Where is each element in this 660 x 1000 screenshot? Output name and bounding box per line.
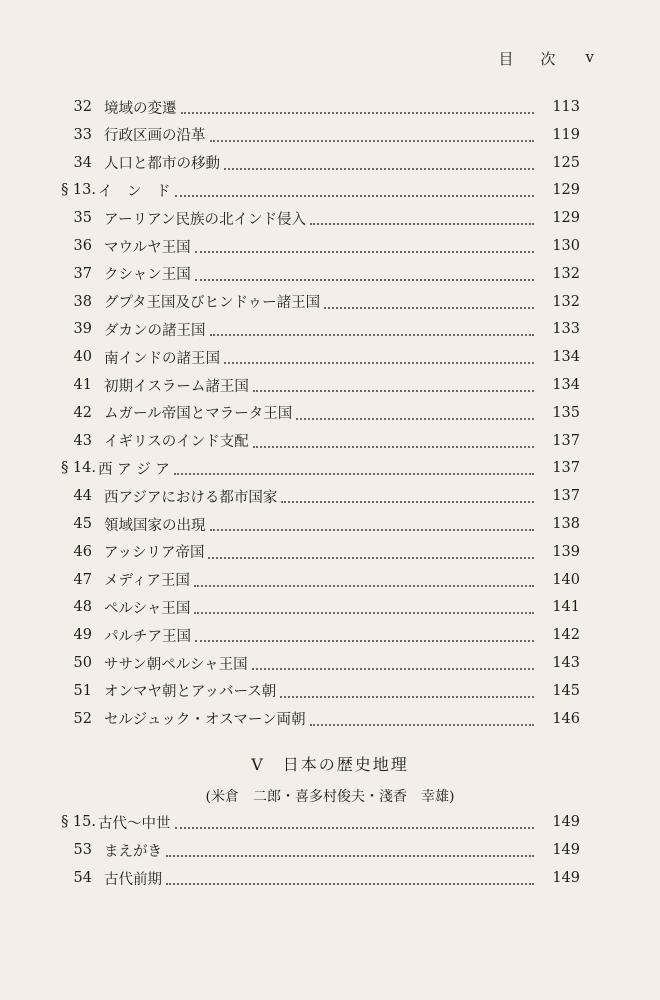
dot-leader <box>280 695 534 698</box>
dot-leader <box>253 389 534 392</box>
entry-number: 45 <box>73 516 92 532</box>
dot-leader <box>252 667 534 670</box>
entry-page-number: 113 <box>552 99 580 115</box>
entry-number: 53 <box>73 842 92 858</box>
toc-section-row <box>0 177 660 203</box>
entry-title: 南インドの諸王国 <box>104 350 220 367</box>
entry-number: 51 <box>73 682 92 699</box>
entry-page-number: 140 <box>552 571 580 588</box>
entry-page-number: 132 <box>552 293 580 310</box>
toc-entry-row <box>0 400 660 426</box>
dot-leader <box>175 826 534 829</box>
entry-page-number: 139 <box>552 543 580 560</box>
entry-title: 人口と都市の移動 <box>104 156 220 173</box>
dot-leader <box>195 250 534 253</box>
toc-entry-row <box>0 261 660 287</box>
part-authors: (米倉 二郎・喜多村俊夫・淺香 幸雄) <box>205 789 455 805</box>
entry-title: 初期イスラーム諸王国 <box>104 378 249 395</box>
entry-number: 42 <box>73 404 92 421</box>
entry-title: 西アジアにおける都市国家 <box>104 489 278 506</box>
dot-leader <box>175 194 534 197</box>
entry-title: イ ン ド <box>98 183 171 200</box>
toc-entry-row <box>0 511 660 537</box>
toc-entry-row <box>0 94 660 120</box>
entry-number: 41 <box>73 377 92 393</box>
entry-title: ペルシャ王国 <box>104 600 191 617</box>
dot-leader <box>224 361 534 364</box>
toc-entry-row <box>0 622 660 648</box>
entry-page-number: 129 <box>552 182 580 199</box>
toc-entry-row <box>0 233 660 259</box>
entry-number: 40 <box>73 349 92 366</box>
entry-title: アッシリア帝国 <box>104 545 205 562</box>
dot-leader <box>208 556 534 559</box>
entry-title: ササン朝ペルシャ王国 <box>104 656 248 673</box>
entry-number: 37 <box>73 265 92 282</box>
dot-leader <box>195 278 534 281</box>
entry-number: 38 <box>73 293 92 310</box>
entry-title: セルジュック・オスマーン両朝 <box>104 712 306 729</box>
dot-leader <box>224 167 534 170</box>
entry-title: 古代〜中世 <box>98 815 171 832</box>
toc-entry-row <box>0 372 660 398</box>
toc-entry-row <box>0 122 660 148</box>
toc-entry-row <box>0 316 660 342</box>
entry-number: 49 <box>73 627 92 644</box>
entry-title: オンマヤ朝とアッバース朝 <box>104 684 277 701</box>
entry-page-number: 143 <box>552 655 580 671</box>
toc-entry-row <box>0 678 660 704</box>
toc-entry-row <box>0 150 660 176</box>
dot-leader <box>310 723 534 726</box>
dot-leader <box>194 611 534 614</box>
toc-entry-row <box>0 344 660 370</box>
entry-number: 44 <box>73 488 92 505</box>
dot-leader <box>210 139 534 142</box>
entry-page-number: 129 <box>552 210 580 227</box>
toc-entry-row <box>0 567 660 593</box>
dot-leader <box>210 333 534 336</box>
entry-page-number: 142 <box>552 627 580 644</box>
entry-number: 48 <box>73 599 92 616</box>
entry-title: パルチア王国 <box>104 628 191 645</box>
entry-page-number: 134 <box>552 377 580 393</box>
entry-page-number: 135 <box>552 404 580 421</box>
dot-leader <box>194 584 534 587</box>
dot-leader <box>253 445 534 448</box>
entry-number: 35 <box>73 210 92 227</box>
entry-title: イギリスのインド支配 <box>104 434 249 451</box>
dot-leader <box>281 500 534 503</box>
header-title: 目 次 <box>498 50 562 68</box>
dot-leader <box>181 111 534 114</box>
dot-leader <box>210 528 534 531</box>
toc-entry-row <box>0 205 660 231</box>
entry-number: 52 <box>73 710 92 727</box>
entry-title: まえがき <box>104 843 162 860</box>
entry-number: 32 <box>73 99 92 115</box>
entry-number: 36 <box>73 238 92 254</box>
entry-title: メディア王国 <box>104 573 190 590</box>
entry-number: 50 <box>73 655 92 671</box>
running-header <box>0 48 600 69</box>
toc-entry-row <box>0 289 660 315</box>
dot-leader <box>195 639 534 642</box>
dot-leader <box>166 854 534 857</box>
entry-number: 54 <box>73 870 92 886</box>
part-title: V 日本の歴史地理 <box>251 755 409 774</box>
toc-entry-row <box>0 539 660 565</box>
entry-title: アーリアン民族の北インド侵入 <box>104 211 306 228</box>
entry-page-number: 145 <box>552 682 580 699</box>
toc-entry-row <box>0 428 660 454</box>
entry-page-number: 138 <box>552 516 580 532</box>
entry-page-number: 149 <box>552 842 580 858</box>
dot-leader <box>296 417 534 420</box>
toc-section-row <box>0 455 660 481</box>
entry-page-number: 141 <box>552 599 580 616</box>
entry-number: 33 <box>73 126 92 143</box>
entry-title: 境域の変遷 <box>104 100 177 117</box>
toc-entry-row <box>0 594 660 620</box>
entry-number: 34 <box>73 154 92 171</box>
entry-title: クシャン王国 <box>104 267 191 284</box>
entry-page-number: 119 <box>552 126 580 143</box>
entry-page-number: 137 <box>552 432 580 449</box>
entry-page-number: 132 <box>552 265 580 282</box>
dot-leader <box>174 472 534 475</box>
entry-page-number: 137 <box>552 460 580 477</box>
toc-entry-row <box>0 483 660 509</box>
entry-page-number: 146 <box>552 710 580 727</box>
entry-title: ダカンの諸王国 <box>104 322 206 339</box>
entry-title: 古代前期 <box>104 871 162 888</box>
entry-page-number: 125 <box>552 154 580 171</box>
entry-page-number: 149 <box>552 870 580 886</box>
entry-page-number: 133 <box>552 321 580 338</box>
dot-leader <box>166 882 534 885</box>
entry-number: § 14. <box>61 460 96 477</box>
entry-page-number: 130 <box>552 238 580 254</box>
entry-number: § 15. <box>61 814 96 830</box>
entry-title: ムガール帝国とマラータ王国 <box>104 406 293 423</box>
entry-number: § 13. <box>61 182 96 199</box>
entry-page-number: 149 <box>552 814 580 830</box>
dot-leader <box>310 222 534 225</box>
entry-title: グプタ王国及びヒンドゥー諸王国 <box>104 295 321 312</box>
entry-title: 領域国家の出現 <box>104 517 206 534</box>
entry-page-number: 137 <box>552 488 580 505</box>
entry-title: 西 ア ジ ア <box>98 461 170 478</box>
entry-number: 46 <box>73 543 92 560</box>
dot-leader <box>324 306 534 309</box>
toc-entry-row <box>0 865 660 891</box>
entry-title: マウルヤ王国 <box>104 239 191 256</box>
toc-entry-row <box>0 837 660 863</box>
entry-number: 43 <box>73 432 92 449</box>
entry-page-number: 134 <box>552 349 580 366</box>
toc-entry-row <box>0 650 660 676</box>
entry-title: 行政区画の沿革 <box>104 128 206 145</box>
toc-section-row <box>0 809 660 835</box>
entry-number: 39 <box>73 321 92 338</box>
toc-entry-row <box>0 706 660 732</box>
header-page-number: v <box>585 48 600 66</box>
entry-number: 47 <box>73 571 92 588</box>
